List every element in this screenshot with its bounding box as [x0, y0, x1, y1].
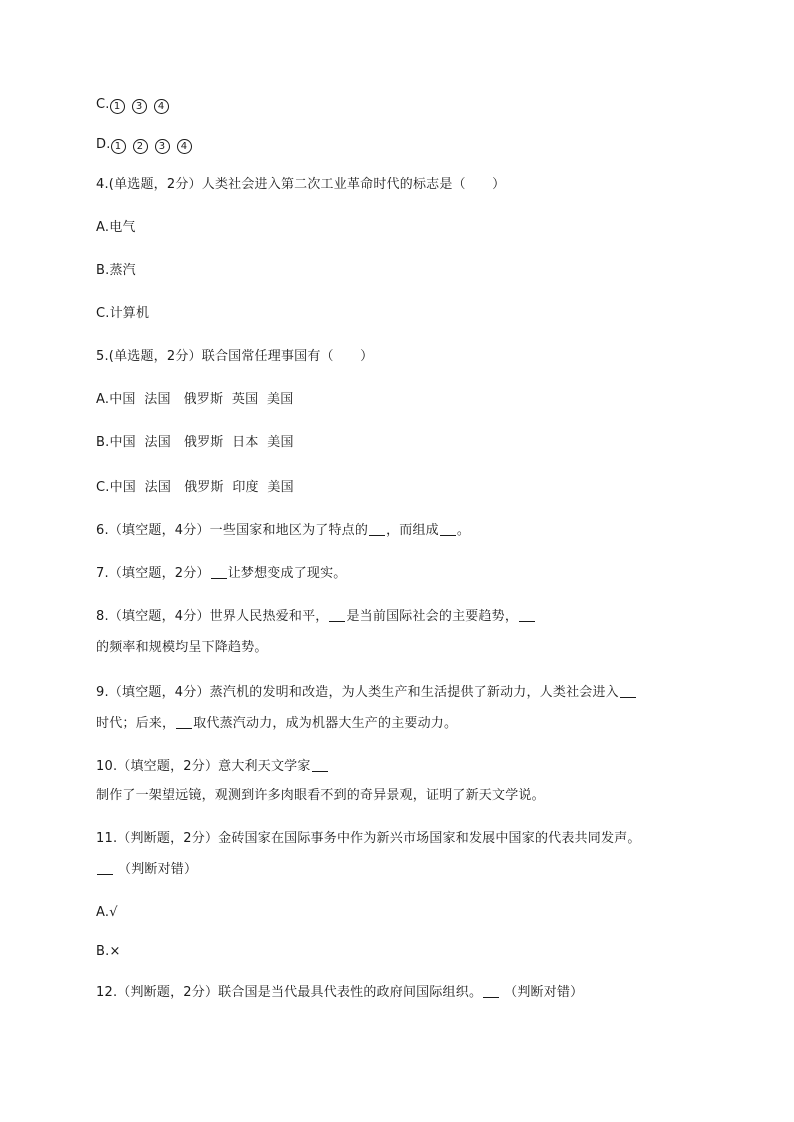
q11-option-b[interactable]: B.× — [96, 944, 121, 959]
q4-option-c[interactable]: C.计算机 — [96, 306, 150, 321]
question-8 — [96, 608, 536, 626]
answer-blank[interactable] — [620, 685, 636, 698]
question-11-stem: 11.（判断题，2分）金砖国家在国际事务中作为新兴市场国家和发展中国家的代表共同发声。 — [96, 831, 641, 846]
question-9-line-2 — [96, 715, 457, 733]
answer-blank[interactable] — [369, 523, 385, 536]
circled-number: 1 — [111, 139, 126, 154]
question-12 — [96, 984, 583, 1002]
question-8-line-2: 的频率和规模均呈下降趋势。 — [96, 640, 268, 655]
q4-option-a[interactable]: A.电气 — [96, 220, 136, 235]
answer-blank[interactable] — [329, 609, 345, 622]
question-9 — [96, 684, 637, 702]
answer-blank[interactable] — [440, 523, 456, 536]
question-text: 时代；后来， — [96, 716, 176, 731]
question-10-line-2: 制作了一架望远镜，观测到许多肉眼看不到的奇异景观，证明了新天文学说。 — [96, 788, 545, 803]
circled-number: 1 — [110, 99, 125, 114]
answer-blank[interactable] — [519, 609, 535, 622]
question-text: （判断对错） — [118, 862, 198, 877]
q3-option-c[interactable] — [96, 96, 176, 114]
answer-blank[interactable] — [211, 566, 227, 579]
question-6 — [96, 522, 470, 540]
question-text: 10.（填空题，2分）意大利天文学家 — [96, 759, 311, 774]
question-text: 9.（填空题，4分）蒸汽机的发明和改造，为人类生产和生活提供了新动力，人类社会进入 — [96, 685, 619, 700]
circled-number: 3 — [132, 99, 147, 114]
question-4-stem: 4.(单选题，2分）人类社会进入第二次工业革命时代的标志是（ ） — [96, 177, 506, 192]
question-5-stem: 5.(单选题，2分）联合国常任理事国有（ ） — [96, 349, 374, 364]
question-10 — [96, 758, 329, 776]
answer-blank[interactable] — [176, 716, 192, 729]
question-7 — [96, 565, 347, 583]
question-text: 8.（填空题，4分）世界人民热爱和平， — [96, 609, 329, 624]
circled-number: 2 — [133, 139, 148, 154]
question-text: （判断对错） — [504, 985, 584, 1000]
q5-option-b[interactable]: B.中国 法国 俄罗斯 日本 美国 — [96, 435, 294, 450]
answer-blank[interactable] — [97, 862, 113, 875]
question-text: 是当前国际社会的主要趋势， — [346, 609, 519, 624]
option-prefix: C. — [96, 97, 110, 112]
question-text: 6.（填空题，4分）一些国家和地区为了特点的 — [96, 523, 369, 538]
question-text: 取代蒸汽动力，成为机器大生产的主要动力。 — [193, 716, 458, 731]
q11-option-a[interactable]: A.√ — [96, 905, 118, 920]
circled-number: 3 — [155, 139, 170, 154]
question-text: 让梦想变成了现实。 — [227, 566, 347, 581]
circled-number: 4 — [177, 139, 192, 154]
option-prefix: D. — [96, 137, 111, 152]
q5-option-a[interactable]: A.中国 法国 俄罗斯 英国 美国 — [96, 392, 294, 407]
question-text: 。 — [456, 523, 471, 538]
circled-number: 4 — [154, 99, 169, 114]
q4-option-b[interactable]: B.蒸汽 — [96, 263, 136, 278]
answer-blank[interactable] — [483, 985, 499, 998]
question-text: 7.（填空题，2分） — [96, 566, 210, 581]
answer-blank[interactable] — [312, 759, 328, 772]
q5-option-c[interactable]: C.中国 法国 俄罗斯 印度 美国 — [96, 480, 294, 495]
q3-option-d[interactable] — [96, 136, 199, 154]
question-11-line-2 — [96, 861, 197, 879]
question-text: ，而组成 — [386, 523, 439, 538]
question-text: 12.（判断题，2分）联合国是当代最具代表性的政府间国际组织。 — [96, 985, 483, 1000]
